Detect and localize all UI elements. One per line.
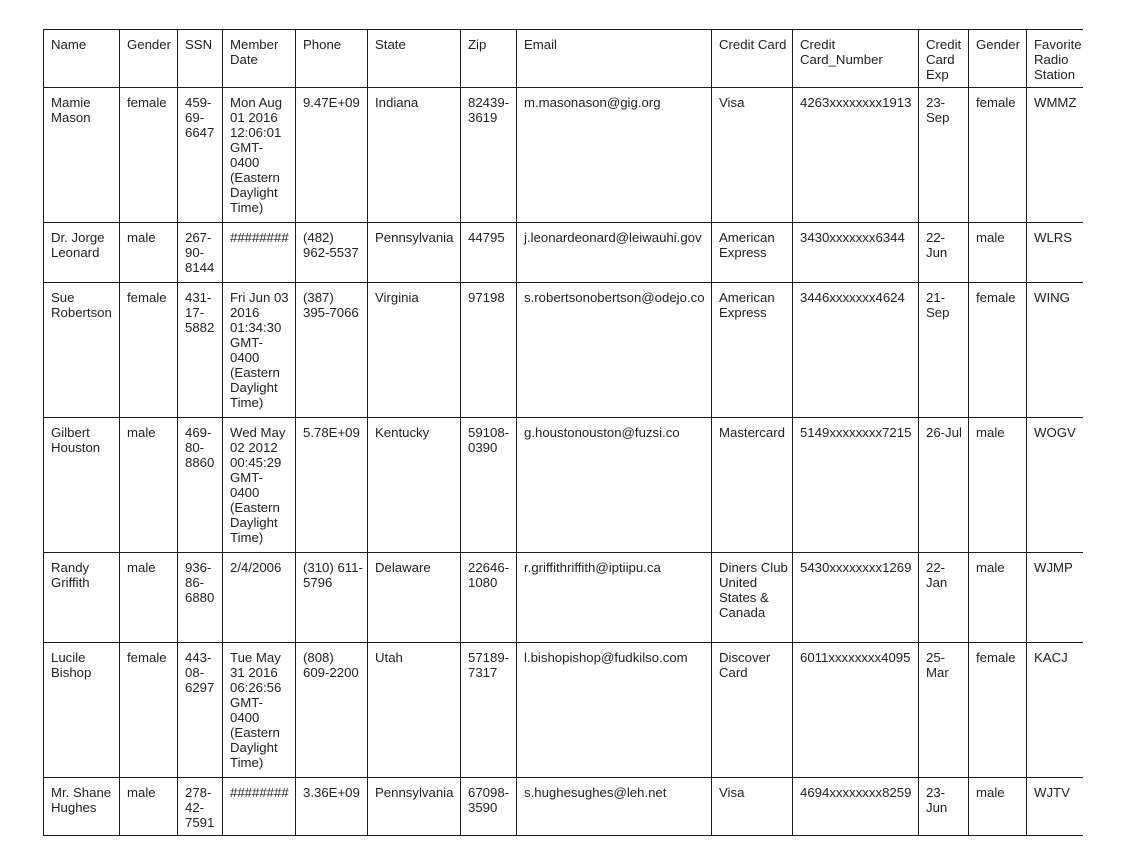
cell-gender: female: [120, 283, 178, 418]
cell-email: s.hughesughes@leh.net: [517, 778, 712, 836]
cell-credit-card: American Express: [712, 283, 793, 418]
cell-gender: male: [120, 553, 178, 643]
cell-zip: 97198: [461, 283, 517, 418]
table-row: [44, 88, 1084, 223]
cell-member-date: 2/4/2006: [223, 553, 296, 643]
cell-phone: 9.47E+09: [296, 88, 368, 223]
cell-zip: 59108-0390: [461, 418, 517, 553]
cell-credit-card-exp: 26-Jul: [919, 418, 969, 553]
cell-gender: female: [120, 643, 178, 778]
table-row: [44, 418, 1084, 553]
cell-credit-card-number: 5430xxxxxxxx1269: [793, 553, 919, 643]
column-header-favorite-radio-station: Favorite Radio Station: [1027, 30, 1084, 88]
cell-radio-station: WLRS: [1027, 223, 1084, 283]
cell-phone: (387) 395-7066: [296, 283, 368, 418]
cell-credit-card-number: 3446xxxxxxx4624: [793, 283, 919, 418]
cell-email: m.masonason@gig.org: [517, 88, 712, 223]
spreadsheet-page: [43, 29, 1083, 836]
table-row: [44, 553, 1084, 643]
column-header-credit-card: Credit Card: [712, 30, 793, 88]
cell-credit-card: Mastercard: [712, 418, 793, 553]
cell-ssn: 459-69-6647: [178, 88, 223, 223]
cell-radio-station: WJTV: [1027, 778, 1084, 836]
column-header-gender-2: Gender: [969, 30, 1027, 88]
header-row: [44, 30, 1084, 88]
cell-radio-station: WMMZ: [1027, 88, 1084, 223]
cell-ssn: 936-86-6880: [178, 553, 223, 643]
cell-member-date: Tue May 31 2016 06:26:56 GMT-0400 (Eastern Daylight Time): [223, 643, 296, 778]
cell-zip: 82439-3619: [461, 88, 517, 223]
cell-email: g.houstonouston@fuzsi.co: [517, 418, 712, 553]
cell-credit-card-number: 4694xxxxxxxx8259: [793, 778, 919, 836]
cell-credit-card: Diners Club United States & Canada: [712, 553, 793, 643]
cell-name: Sue Robertson: [44, 283, 120, 418]
cell-name: Gilbert Houston: [44, 418, 120, 553]
cell-email: r.griffithriffith@iptiipu.ca: [517, 553, 712, 643]
column-header-member-date: Member Date: [223, 30, 296, 88]
cell-radio-station: WING: [1027, 283, 1084, 418]
cell-credit-card-number: 5149xxxxxxxx7215: [793, 418, 919, 553]
cell-credit-card-exp: 25-Mar: [919, 643, 969, 778]
cell-credit-card-number: 6011xxxxxxxx4095: [793, 643, 919, 778]
cell-phone: (808) 609-2200: [296, 643, 368, 778]
column-header-email: Email: [517, 30, 712, 88]
cell-phone: 3.36E+09: [296, 778, 368, 836]
column-header-ssn: SSN: [178, 30, 223, 88]
cell-credit-card: Discover Card: [712, 643, 793, 778]
cell-zip: 57189-7317: [461, 643, 517, 778]
table-row: [44, 643, 1084, 778]
cell-credit-card: Visa: [712, 88, 793, 223]
cell-zip: 44795: [461, 223, 517, 283]
column-header-name: Name: [44, 30, 120, 88]
cell-ssn: 469-80-8860: [178, 418, 223, 553]
cell-member-date: ########: [223, 778, 296, 836]
cell-phone: 5.78E+09: [296, 418, 368, 553]
cell-phone: (310) 611-5796: [296, 553, 368, 643]
cell-credit-card-exp: 21-Sep: [919, 283, 969, 418]
cell-state: Pennsylvania: [368, 223, 461, 283]
cell-ssn: 278-42-7591: [178, 778, 223, 836]
cell-gender-2: male: [969, 223, 1027, 283]
cell-member-date: Mon Aug 01 2016 12:06:01 GMT-0400 (Eastern Daylight Time): [223, 88, 296, 223]
cell-gender-2: male: [969, 553, 1027, 643]
column-header-credit-card-number: Credit Card_Number: [793, 30, 919, 88]
cell-state: Kentucky: [368, 418, 461, 553]
cell-member-date: Fri Jun 03 2016 01:34:30 GMT-0400 (Eastern Daylight Time): [223, 283, 296, 418]
column-header-zip: Zip: [461, 30, 517, 88]
cell-gender-2: male: [969, 418, 1027, 553]
cell-gender: male: [120, 778, 178, 836]
cell-gender-2: female: [969, 283, 1027, 418]
cell-credit-card: Visa: [712, 778, 793, 836]
cell-credit-card-exp: 23-Jun: [919, 778, 969, 836]
cell-radio-station: KACJ: [1027, 643, 1084, 778]
cell-name: Randy Griffith: [44, 553, 120, 643]
cell-credit-card-exp: 22-Jun: [919, 223, 969, 283]
cell-ssn: 443-08-6297: [178, 643, 223, 778]
cell-gender: male: [120, 223, 178, 283]
cell-radio-station: WOGV: [1027, 418, 1084, 553]
cell-phone: (482) 962-5537: [296, 223, 368, 283]
table-row: [44, 223, 1084, 283]
cell-ssn: 431-17-5882: [178, 283, 223, 418]
cell-email: s.robertsonobertson@odejo.co: [517, 283, 712, 418]
cell-gender: male: [120, 418, 178, 553]
cell-zip: 67098-3590: [461, 778, 517, 836]
cell-state: Utah: [368, 643, 461, 778]
column-header-state: State: [368, 30, 461, 88]
cell-name: Dr. Jorge Leonard: [44, 223, 120, 283]
cell-name: Lucile Bishop: [44, 643, 120, 778]
cell-name: Mr. Shane Hughes: [44, 778, 120, 836]
cell-gender-2: male: [969, 778, 1027, 836]
cell-credit-card-exp: 22-Jan: [919, 553, 969, 643]
cell-radio-station: WJMP: [1027, 553, 1084, 643]
cell-member-date: ########: [223, 223, 296, 283]
cell-email: l.bishopishop@fudkilso.com: [517, 643, 712, 778]
cell-credit-card: American Express: [712, 223, 793, 283]
table-row: [44, 778, 1084, 836]
cell-email: j.leonardeonard@leiwauhi.gov: [517, 223, 712, 283]
cell-member-date: Wed May 02 2012 00:45:29 GMT-0400 (Eastern Daylight Time): [223, 418, 296, 553]
cell-zip: 22646-1080: [461, 553, 517, 643]
cell-gender: female: [120, 88, 178, 223]
column-header-phone: Phone: [296, 30, 368, 88]
table-row: [44, 283, 1084, 418]
cell-gender-2: female: [969, 88, 1027, 223]
cell-credit-card-number: 4263xxxxxxxx1913: [793, 88, 919, 223]
cell-name: Mamie Mason: [44, 88, 120, 223]
cell-credit-card-exp: 23-Sep: [919, 88, 969, 223]
cell-state: Virginia: [368, 283, 461, 418]
cell-state: Indiana: [368, 88, 461, 223]
cell-ssn: 267-90-8144: [178, 223, 223, 283]
column-header-gender: Gender: [120, 30, 178, 88]
cell-credit-card-number: 3430xxxxxxx6344: [793, 223, 919, 283]
data-table: [43, 29, 1083, 836]
cell-gender-2: female: [969, 643, 1027, 778]
cell-state: Pennsylvania: [368, 778, 461, 836]
cell-state: Delaware: [368, 553, 461, 643]
column-header-credit-card-exp: Credit Card Exp: [919, 30, 969, 88]
